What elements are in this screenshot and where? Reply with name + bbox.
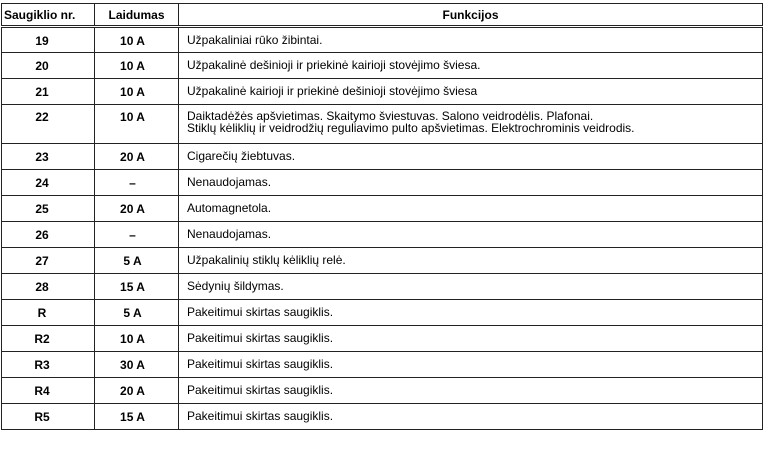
rating-cell: 10 A — [95, 53, 179, 79]
function-cell: Nenaudojamas. — [179, 170, 763, 196]
table-row — [2, 222, 763, 248]
fuse-table — [1, 3, 763, 430]
function-cell: Pakeitimui skirtas saugiklis. — [179, 326, 763, 352]
table-row — [2, 27, 763, 53]
fuse-number-cell: 28 — [2, 274, 95, 300]
function-cell: Pakeitimui skirtas saugiklis. — [179, 352, 763, 378]
table-row — [2, 105, 763, 144]
table-row — [2, 378, 763, 404]
table-row — [2, 326, 763, 352]
fuse-number-cell: 19 — [2, 27, 95, 53]
table-row — [2, 144, 763, 170]
fuse-number-cell: R2 — [2, 326, 95, 352]
rating-cell: 20 A — [95, 378, 179, 404]
table-row — [2, 53, 763, 79]
table-header — [2, 4, 763, 27]
rating-cell: 5 A — [95, 300, 179, 326]
table-row — [2, 300, 763, 326]
function-cell: Užpakaliniai rūko žibintai. — [179, 27, 763, 53]
rating-cell: 10 A — [95, 105, 179, 144]
rating-cell: 20 A — [95, 144, 179, 170]
rating-cell: 10 A — [95, 79, 179, 105]
table-body — [2, 27, 763, 430]
header-rating: Laidumas — [95, 4, 179, 27]
function-cell: Užpakalinė dešinioji ir priekinė kairioji stovėjimo šviesa. — [179, 53, 763, 79]
function-cell: Daiktadėžės apšvietimas. Skaitymo šviestuvas. Salono veidrodėlis. Plafonai. Stiklų kėliklių ir veidrodžių reguliavimo pulto apšvietimas. Elektrochrominis veidrodis. — [179, 105, 763, 144]
rating-cell: 20 A — [95, 196, 179, 222]
rating-cell: – — [95, 222, 179, 248]
header-fuse-number: Saugiklio nr. — [2, 4, 95, 27]
fuse-number-cell: 23 — [2, 144, 95, 170]
function-cell: Pakeitimui skirtas saugiklis. — [179, 300, 763, 326]
fuse-number-cell: 27 — [2, 248, 95, 274]
rating-cell: 15 A — [95, 274, 179, 300]
table-row — [2, 274, 763, 300]
function-cell: Nenaudojamas. — [179, 222, 763, 248]
function-cell: Užpakalinių stiklų kėliklių relė. — [179, 248, 763, 274]
table-row — [2, 404, 763, 430]
table-row — [2, 196, 763, 222]
fuse-number-cell: R — [2, 300, 95, 326]
rating-cell: – — [95, 170, 179, 196]
fuse-number-cell: 25 — [2, 196, 95, 222]
table-row — [2, 79, 763, 105]
fuse-number-cell: 20 — [2, 53, 95, 79]
function-cell: Pakeitimui skirtas saugiklis. — [179, 404, 763, 430]
rating-cell: 10 A — [95, 27, 179, 53]
fuse-number-cell: R4 — [2, 378, 95, 404]
function-cell: Užpakalinė kairioji ir priekinė dešinioji stovėjimo šviesa — [179, 79, 763, 105]
header-function: Funkcijos — [179, 4, 763, 27]
header-row — [2, 4, 763, 27]
rating-cell: 15 A — [95, 404, 179, 430]
table-row — [2, 352, 763, 378]
function-cell: Pakeitimui skirtas saugiklis. — [179, 378, 763, 404]
fuse-number-cell: 24 — [2, 170, 95, 196]
fuse-number-cell: 26 — [2, 222, 95, 248]
fuse-number-cell: 22 — [2, 105, 95, 144]
rating-cell: 5 A — [95, 248, 179, 274]
rating-cell: 10 A — [95, 326, 179, 352]
fuse-number-cell: R3 — [2, 352, 95, 378]
table-row — [2, 170, 763, 196]
function-cell: Automagnetola. — [179, 196, 763, 222]
fuse-number-cell: 21 — [2, 79, 95, 105]
function-cell: Cigarečių žiebtuvas. — [179, 144, 763, 170]
table-row — [2, 248, 763, 274]
fuse-number-cell: R5 — [2, 404, 95, 430]
function-cell: Sėdynių šildymas. — [179, 274, 763, 300]
rating-cell: 30 A — [95, 352, 179, 378]
